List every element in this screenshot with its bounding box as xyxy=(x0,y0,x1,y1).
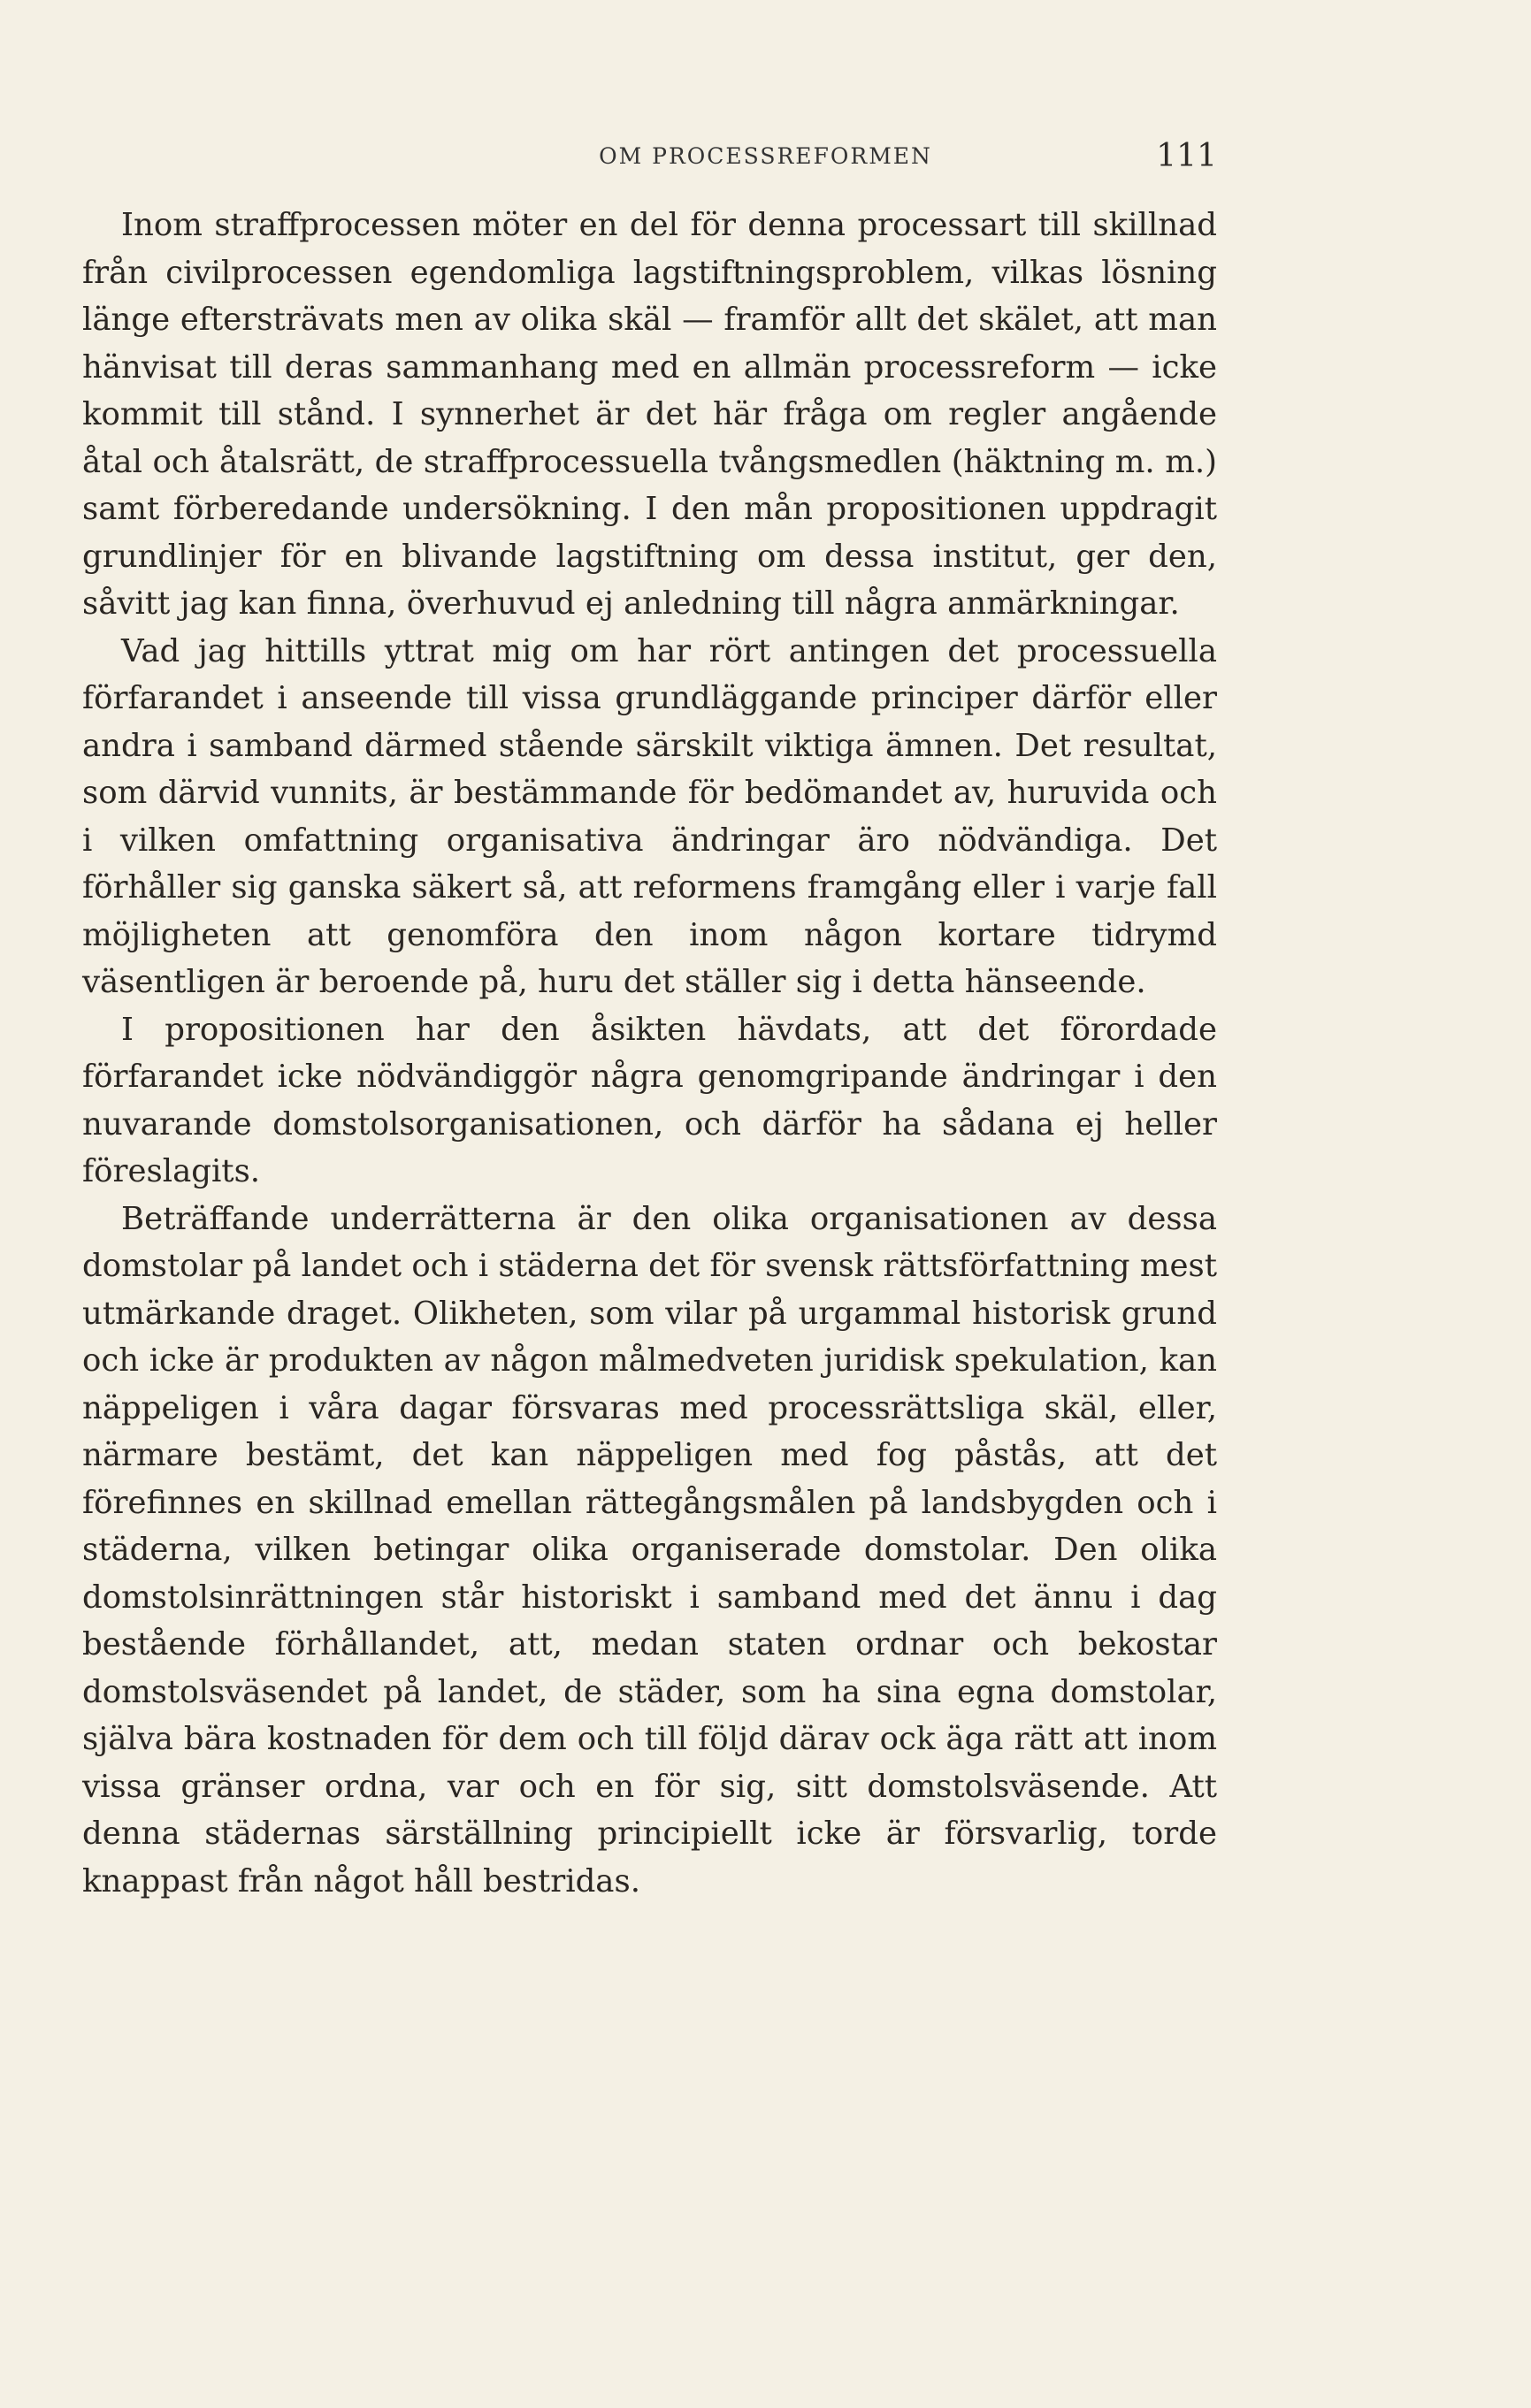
paragraph: Inom straffprocessen möter en del för denna processart till skillnad från civilprocessen egendomliga lagstiftningsproblem, vilkas lösning länge eftersträvats men av olika skäl — framför allt det skälet, att man hänvisat till deras sammanhang med en allmän processreform — icke kommit till stånd. I synnerhet är det här fråga om regler angående åtal och åtalsrätt, de straffprocessuella tvångsmedlen (häktning m. m.) samt förberedande undersökning. I den mån propositionen uppdragit grundlinjer för en blivande lagstiftning om dessa institut, ger den, såvitt jag kan finna, överhuvud ej anledning till några anmärkningar. xyxy=(82,207,1217,622)
running-title: OM PROCESSREFORMEN xyxy=(599,143,932,169)
running-head xyxy=(0,138,1531,179)
body-text xyxy=(82,202,1217,1905)
paragraph: I propositionen har den åsikten hävdats, att det förordade förfarandet icke nödvändiggör några genomgripande ändringar i den nuvarande domstolsorganisationen, och därför ha sådana ej heller föreslagits. xyxy=(82,1011,1217,1189)
paragraph: Vad jag hittills yttrat mig om har rört antingen det processuella förfarandet i anseende till vissa grundläggande principer därför eller andra i samband därmed stående särskilt viktiga ämnen. Det resultat, som därvid vunnits, är bestämmande för bedömandet av, huruvida och i vilken omfattning organisativa ändringar äro nödvändiga. Det förhåller sig ganska säkert så, att reformens framgång eller i varje fall möjligheten att genomföra den inom någon kortare tidrymd väsentligen är beroende på, huru det ställer sig i detta hänseende. xyxy=(82,632,1217,1000)
page-number: 111 xyxy=(1156,138,1217,174)
paragraph: Beträffande underrätterna är den olika organisationen av dessa domstolar på landet och i städerna det för svensk rättsförfattning mest utmärkande draget. Olikheten, som vilar på urgammal historisk grund och icke är produkten av någon målmedveten juridisk spekulation, kan näppeligen i våra dagar försvaras med processrättsliga skäl, eller, närmare bestämt, det kan näppeligen med fog påstås, att det förefinnes en skillnad emellan rättegångsmålen på landsbygden och i städerna, vilken betingar olika organiserade domstolar. Den olika domstolsinrättningen står historiskt i samband med det ännu i dag bestående förhållandet, att, medan staten ordnar och bekostar domstolsväsendet på landet, de städer, som ha sina egna domstolar, själva bära kostnaden för dem och till följd därav ock äga rätt att inom vissa gränser ordna, var och en för sig, sitt domstolsväsende. Att denna städernas särställning principiellt icke är försvarlig, torde knappast från något håll bestridas. xyxy=(82,1200,1217,1900)
